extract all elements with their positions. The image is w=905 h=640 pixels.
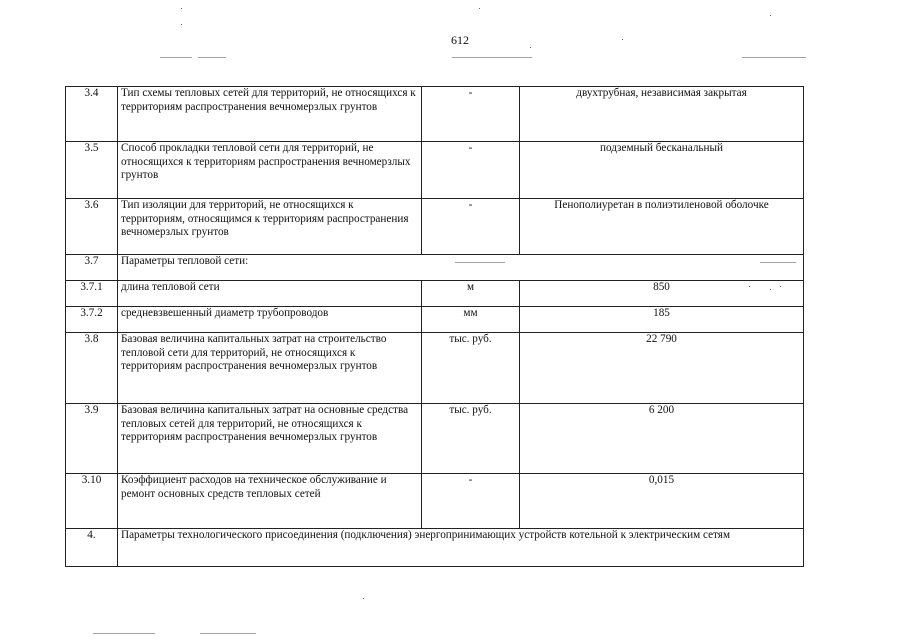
scan-speck [770,15,771,16]
row-value: 185 [520,307,804,333]
row-unit: - [422,142,520,199]
row-unit: тыс. руб. [422,404,520,474]
row-unit: - [422,474,520,529]
section-number: 4. [66,529,118,567]
row-value: 6 200 [520,404,804,474]
scan-speck [181,24,182,25]
row-parameter: длина тепловой сети [118,281,422,307]
table-row [66,333,804,404]
row-unit: м [422,281,520,307]
scan-mark [198,57,226,58]
row-value: подземный бесканальный [520,142,804,199]
parameters-table [65,86,804,567]
scan-speck [363,598,364,599]
table-row [66,199,804,255]
row-value: 22 790 [520,333,804,404]
page-number: 612 [451,33,469,47]
row-parameter: Базовая величина капитальных затрат на строительство тепловой сети для территорий, не относящихся к территориям распространения вечномерзлых грунтов [118,333,422,404]
row-parameter: Тип схемы тепловых сетей для территорий, не относящихся к территориям распространения вечномерзлых грунтов [118,87,422,142]
row-value: Пенополиуретан в полиэтиленовой оболочке [520,199,804,255]
table-row [66,255,804,281]
table-row [66,307,804,333]
row-number: 3.8 [66,333,118,404]
table-row [66,142,804,199]
row-number: 3.7 [66,255,118,281]
row-number: 3.6 [66,199,118,255]
row-unit: мм [422,307,520,333]
scan-mark [200,633,256,634]
scan-speck [181,8,182,9]
row-value: 850 [520,281,804,307]
row-parameter: Коэффициент расходов на техническое обслуживание и ремонт основных средств тепловых сетей [118,474,422,529]
row-number: 3.4 [66,87,118,142]
row-unit: - [422,87,520,142]
row-parameter: Параметры тепловой сети: [118,255,804,281]
scan-mark [452,57,532,58]
row-value: 0,015 [520,474,804,529]
scan-speck [530,47,531,48]
row-number: 3.7.1 [66,281,118,307]
scan-mark [742,57,806,58]
row-parameter: Базовая величина капитальных затрат на основные средства тепловых сетей для территорий, не относящихся к территориям распространения вечномерзлых грунтов [118,404,422,474]
row-number: 3.9 [66,404,118,474]
section-title: Параметры технологического присоединения (подключения) энергопринимающих устройств котельной к электрическим сетям [118,529,804,567]
table-row [66,404,804,474]
row-number: 3.5 [66,142,118,199]
table-row [66,87,804,142]
table-row [66,474,804,529]
table-row [66,281,804,307]
row-number: 3.10 [66,474,118,529]
row-value: двухтрубная, независимая закрытая [520,87,804,142]
scan-speck [622,39,623,40]
row-unit: - [422,199,520,255]
scan-mark [93,633,155,634]
row-parameter: Способ прокладки тепловой сети для территорий, не относящихся к территориям распространения вечномерзлых грунтов [118,142,422,199]
table-row-section-4 [66,529,804,567]
row-unit: тыс. руб. [422,333,520,404]
row-parameter: Тип изоляции для территорий, не относящихся к территориям, относящимся к территориям распространения вечномерзлых грунтов [118,199,422,255]
scan-mark [160,57,192,58]
row-number: 3.7.2 [66,307,118,333]
scan-speck [479,8,480,9]
row-parameter: средневзвешенный диаметр трубопроводов [118,307,422,333]
